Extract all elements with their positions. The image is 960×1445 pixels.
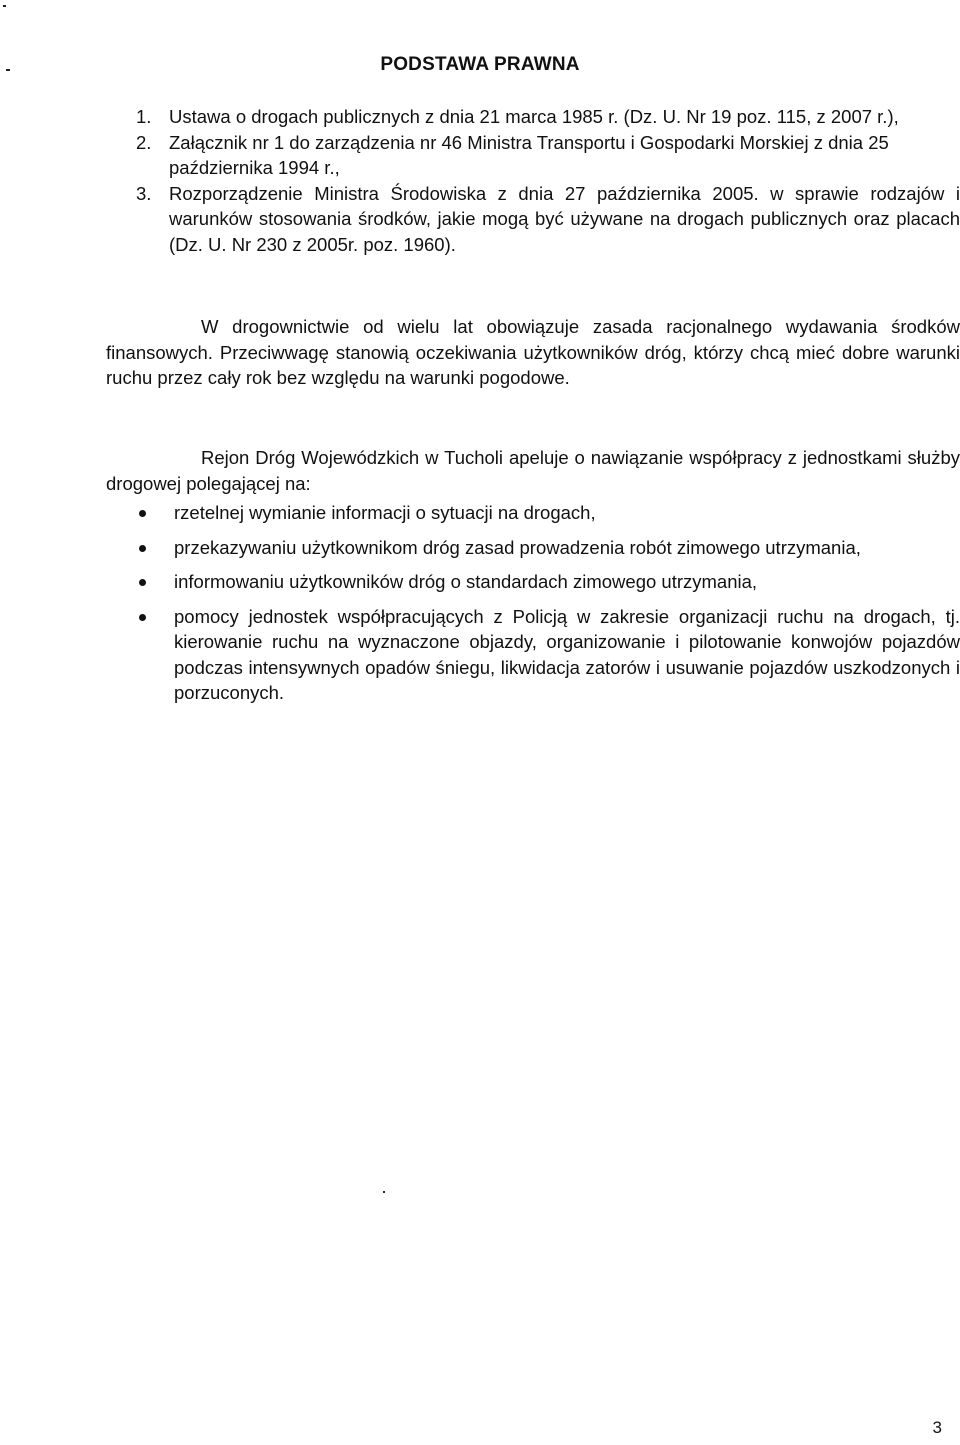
bullet-icon xyxy=(139,579,146,586)
paragraph-road-financing: W drogownictwie od wielu lat obowiązuje zasada racjonalnego wydawania środków finansowych. Przeciwwagę stanowią oczekiwania użytkowników dróg, którzy chcą mieć dobre warunki ruchu przez cały rok bez względu na warunki pogodowe. xyxy=(106,316,960,388)
cooperation-item-text: przekazywaniu użytkownikom dróg zasad prowadzenia robót zimowego utrzymania, xyxy=(174,536,861,558)
paragraph-cooperation-appeal: Rejon Dróg Wojewódzkich w Tucholi apeluje o nawiązanie współpracy z jednostkami służby drogowej polegającej na: xyxy=(106,447,960,494)
cooperation-item xyxy=(106,500,960,526)
bullet-icon xyxy=(139,510,146,517)
cooperation-item xyxy=(106,604,960,706)
bullet-icon xyxy=(139,614,146,621)
cooperation-list xyxy=(106,500,960,706)
legal-basis-text: Rozporządzenie Ministra Środowiska z dnia 27 października 2005. w sprawie rodzajów i warunków stosowania środków, jakie mogą być używane na drogach publicznych oraz placach (Dz. U. Nr 230 z 2005r. poz. 1960). xyxy=(169,182,960,255)
page-title: PODSTAWA PRAWNA xyxy=(380,54,580,75)
scan-speck xyxy=(383,1191,385,1193)
scan-speck xyxy=(3,5,6,7)
legal-basis-item xyxy=(118,130,960,181)
legal-basis-number: 3. xyxy=(136,182,152,204)
legal-basis-number: 1. xyxy=(136,106,152,127)
cooperation-item-text: rzetelnej wymianie informacji o sytuacji na drogach, xyxy=(174,502,596,523)
cooperation-item xyxy=(106,535,960,561)
page-number: 3 xyxy=(932,1418,942,1437)
legal-basis-item xyxy=(118,104,960,130)
legal-basis-list xyxy=(118,104,960,257)
legal-basis-text: Załącznik nr 1 do zarządzenia nr 46 Ministra Transportu i Gospodarki Morskiej z dnia 25 października 1994 r., xyxy=(169,131,889,178)
legal-basis-item xyxy=(118,181,960,258)
legal-basis-number: 2. xyxy=(136,131,152,153)
bullet-icon xyxy=(139,545,146,552)
legal-basis-text: Ustawa o drogach publicznych z dnia 21 marca 1985 r. (Dz. U. Nr 19 poz. 115, z 2007 r.), xyxy=(169,106,899,127)
cooperation-item xyxy=(106,569,960,595)
cooperation-item-text: informowaniu użytkowników dróg o standardach zimowego utrzymania, xyxy=(174,571,758,592)
cooperation-item-text: pomocy jednostek współpracujących z Policją w zakresie organizacji ruchu na drogach, tj. kierowanie ruchu na wyznaczone objazdy, organizowanie i pilotowanie konwojów pojazdów podczas intensywnych opadów śniegu, likwidacja zatorów i usuwanie pojazdów uszkodzonych i porzuconych. xyxy=(174,605,960,703)
